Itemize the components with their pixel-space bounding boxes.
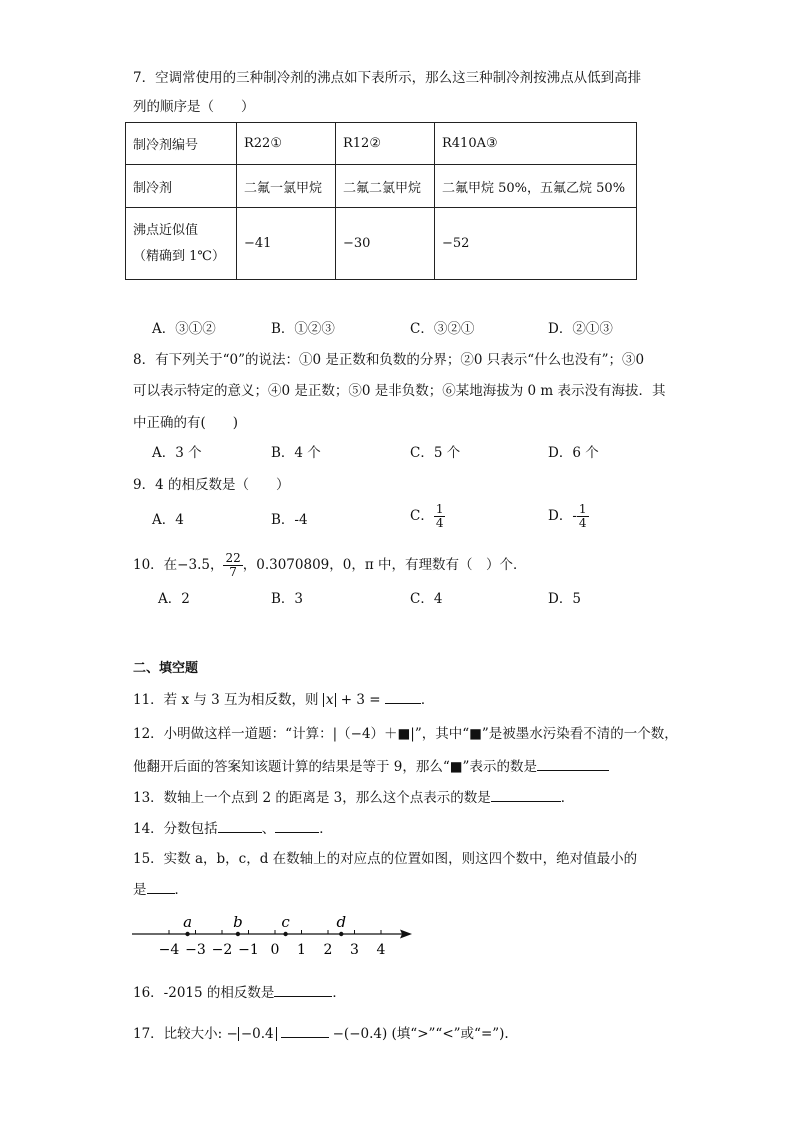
table-cell: R22①	[237, 123, 336, 165]
refrigerant-table	[125, 122, 637, 280]
fraction-denominator: 4	[435, 516, 444, 530]
q13-text: 13．数轴上一个点到 2 的距离是 3，那么这个点表示的数是	[133, 790, 491, 806]
point-d	[339, 932, 343, 936]
point-label-b: b	[233, 913, 243, 931]
table-cell: 二氟甲烷 50%，五氟乙烷 50%	[435, 165, 637, 208]
q9-option-a[interactable]: A．4	[152, 512, 184, 528]
option-prefix: D．-	[548, 508, 577, 524]
q16-end: ．	[332, 985, 346, 1001]
fraction-one-quarter	[434, 503, 446, 530]
q11-prefix: 11．若 x 与 3 互为相反数，则	[133, 692, 319, 708]
axis-tick-label: −2	[211, 942, 233, 958]
q15-line2	[133, 880, 188, 899]
q13-end: ．	[560, 790, 575, 806]
q11-end: ．	[420, 692, 435, 708]
q16-text: 16．-2015 的相反数是	[133, 985, 275, 1001]
fraction-denominator: 7	[229, 565, 237, 579]
answer-blank[interactable]	[275, 819, 319, 833]
q14-sep: 、	[261, 821, 276, 837]
q15-prefix: 是	[133, 882, 147, 898]
table-header-row	[126, 123, 637, 165]
table-row	[126, 208, 637, 280]
axis-tick-label: 4	[376, 942, 386, 958]
table-cell: −52	[435, 208, 637, 280]
section-title-fill-in: 二、填空题	[133, 661, 199, 676]
point-label-d: d	[336, 913, 347, 931]
q9-option-d[interactable]	[548, 503, 589, 530]
q9-option-c[interactable]	[410, 503, 445, 530]
q7-option-b[interactable]: B．①②③	[271, 321, 335, 337]
q9-option-b[interactable]: B．-4	[271, 512, 308, 528]
fraction-numerator: 1	[435, 502, 444, 516]
axis-tick-label: 0	[270, 942, 280, 958]
q8-option-d[interactable]: D．6 个	[548, 445, 599, 461]
answer-blank[interactable]	[537, 757, 609, 771]
q14-end: ．	[319, 821, 333, 837]
q7-option-c[interactable]: C．③②①	[410, 321, 475, 337]
q16-line	[133, 983, 346, 1002]
q8-option-b[interactable]: B．4 个	[271, 445, 321, 461]
point-b	[236, 932, 240, 936]
fraction-denominator: 4	[578, 516, 587, 530]
q10-option-b[interactable]: B．3	[271, 591, 304, 607]
q8-option-a[interactable]: A．3 个	[152, 445, 202, 461]
q10-prefix: 10．在−3.5，	[133, 557, 224, 573]
fraction-numerator: 22	[225, 551, 241, 565]
q10-option-a[interactable]: A．2	[158, 591, 190, 607]
q10-option-c[interactable]: C．4	[410, 591, 443, 607]
q8-option-c[interactable]: C．5 个	[410, 445, 461, 461]
axis-tick-label: 1	[297, 942, 306, 958]
point-c	[283, 932, 287, 936]
table-cell: −41	[237, 208, 336, 280]
q10-line1	[133, 552, 527, 579]
table-cell: −30	[336, 208, 435, 280]
table-cell	[126, 208, 237, 280]
answer-blank[interactable]	[385, 690, 421, 704]
table-cell: R12②	[336, 123, 435, 165]
point-a	[185, 932, 189, 936]
q13-line	[133, 788, 574, 807]
table-cell: 制冷剂编号	[126, 123, 237, 165]
q8-line3: 中正确的有( )	[133, 415, 239, 431]
q10-option-d[interactable]: D．5	[548, 591, 581, 607]
answer-blank[interactable]	[274, 983, 332, 997]
fraction-numerator: 1	[578, 502, 587, 516]
q17-prefix: 17．比较大小: −	[133, 1026, 238, 1042]
q14-line	[133, 819, 333, 838]
q17-line	[133, 1024, 509, 1043]
q11-mid: + 3 =	[340, 692, 381, 708]
q7-line1: 7．空调常使用的三种制冷剂的沸点如下表所示，那么这三种制冷剂按沸点从低到高排	[133, 70, 642, 86]
axis-tick-label: −1	[238, 942, 259, 958]
q7-option-a[interactable]: A．③①②	[152, 321, 216, 337]
q15-line1: 15．实数 a，b，c，d 在数轴上的对应点的位置如图，则这四个数中，绝对值最小的	[133, 851, 638, 867]
boiling-label-2: （精确到 1℃）	[133, 248, 225, 264]
boiling-label-1: 沸点近似值	[133, 222, 199, 238]
q9-line1: 9．4 的相反数是（ ）	[133, 477, 290, 493]
answer-blank[interactable]	[218, 819, 262, 833]
q12-line1: 12．小明做这样一道题：“计算：|（−4）＋■|”，其中“■”是被墨水污染看不清的一个数，	[133, 726, 678, 742]
q7-option-d[interactable]: D．②①③	[548, 321, 613, 337]
q8-line2: 可以表示特定的意义；④0 是正数；⑤0 是非负数；⑥某地海拔为 0 m 表示没有海拔．其	[133, 383, 666, 399]
q11-line	[133, 690, 434, 709]
answer-blank[interactable]	[147, 880, 175, 894]
q10-suffix: ，0.3070809，0，π 中，有理数有（ ）个．	[242, 557, 527, 573]
q8-line1: 8．有下列关于“0”的说法：①0 是正数和负数的分界；②0 只表示“什么也没有”；③0	[133, 352, 645, 368]
table-cell: 二氟一氯甲烷	[237, 165, 336, 208]
table-cell: 二氟二氯甲烷	[336, 165, 435, 208]
q12-line2-text: 他翻开后面的答案知该题计算的结果是等于 9，那么“■”表示的数是	[133, 759, 537, 775]
point-label-a: a	[183, 913, 193, 931]
q7-line2: 列的顺序是（ ）	[133, 99, 255, 115]
number-line	[130, 905, 420, 963]
table-cell: R410A③	[435, 123, 637, 165]
q15-end: ．	[174, 882, 188, 898]
answer-blank[interactable]	[281, 1024, 329, 1038]
abs-value-x: x	[323, 693, 337, 707]
abs-value-neg-0-4: −0.4	[238, 1027, 277, 1041]
point-label-c: c	[281, 913, 290, 931]
q12-line2	[133, 757, 609, 776]
axis-tick-label: −3	[185, 942, 206, 958]
q17-suffix: −(−0.4) (填“>”“<”或“=”).	[332, 1026, 509, 1042]
axis-tick-label: −4	[158, 942, 180, 958]
fraction-22-7	[223, 552, 242, 579]
answer-blank[interactable]	[491, 788, 561, 802]
axis-tick-label: 2	[323, 942, 333, 958]
table-row	[126, 165, 637, 208]
fraction-one-quarter	[577, 503, 589, 530]
option-prefix: C．	[410, 508, 434, 524]
axis-tick-label: 3	[350, 942, 359, 958]
table-cell: 制冷剂	[126, 165, 237, 208]
q14-prefix: 14．分数包括	[133, 821, 218, 837]
